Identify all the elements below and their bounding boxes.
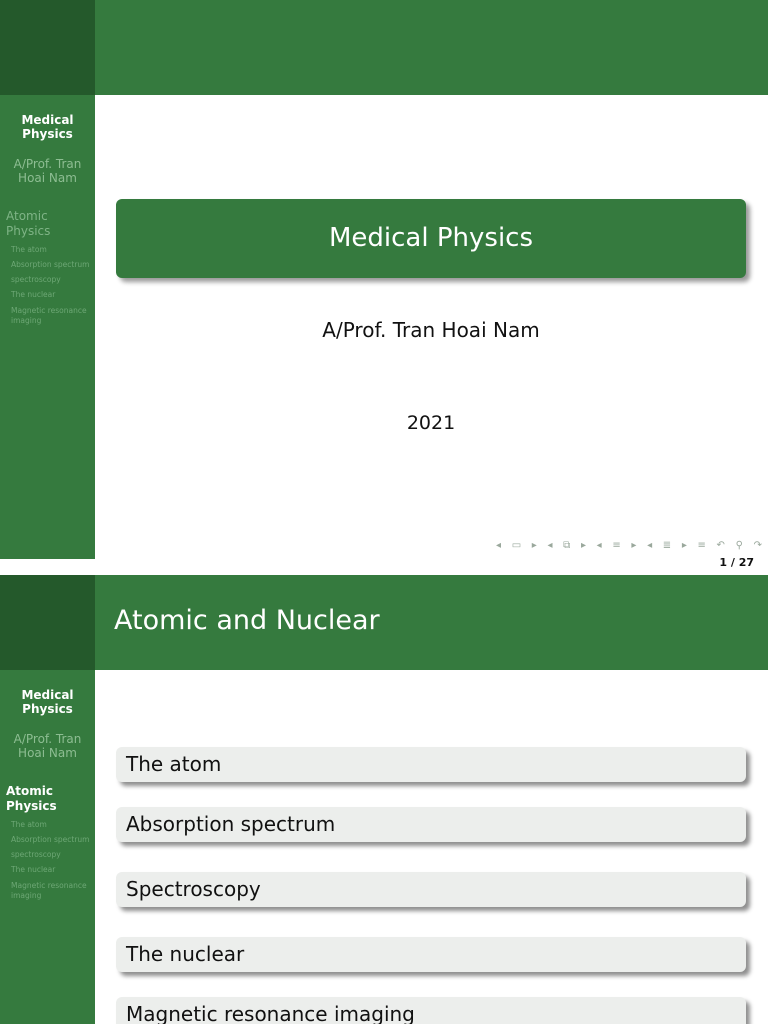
sidebar-author-line2: Hoai Nam	[18, 171, 77, 185]
sidebar-sub-mri-line1[interactable]: Magnetic resonance	[11, 306, 87, 315]
nav-undo-icon[interactable]: ↶	[716, 539, 725, 551]
beamer-nav-controls	[496, 538, 762, 552]
nav-search-icon[interactable]: ⚲	[735, 539, 743, 551]
nav-subsection-left-icon[interactable]: ◂	[596, 539, 602, 551]
sidebar-title-line2: Physics	[22, 127, 73, 141]
sidebar-section-line2: Physics	[6, 224, 51, 238]
content-slide	[0, 575, 768, 1024]
sidebar-author[interactable]	[0, 732, 95, 760]
sidebar-section-line2: Physics	[6, 799, 57, 813]
block-magnetic-resonance-imaging	[116, 997, 746, 1024]
header-band	[0, 0, 768, 95]
nav-redo-icon[interactable]: ↷	[753, 539, 762, 551]
sidebar-section-atomic-physics[interactable]	[6, 209, 92, 239]
nav-frame-right-icon[interactable]: ▸	[580, 539, 586, 551]
frame-title: Atomic and Nuclear	[114, 605, 380, 636]
block-the-atom	[116, 747, 746, 782]
sidebar-sub-mri-line2[interactable]: imaging	[11, 891, 42, 900]
nav-document-icon[interactable]: ≡	[697, 539, 706, 551]
sidebar	[0, 670, 95, 1024]
sidebar-sub-the-nuclear[interactable]: The nuclear	[11, 865, 56, 874]
nav-section-icon[interactable]: ≣	[662, 539, 672, 551]
block-title: The nuclear	[126, 942, 245, 966]
block-title: The atom	[126, 752, 222, 776]
header-corner	[0, 0, 95, 95]
sidebar-title-line1: Medical	[21, 113, 74, 127]
nav-section-right-icon[interactable]: ▸	[681, 539, 687, 551]
sidebar-title[interactable]	[0, 688, 95, 716]
sidebar-sub-spectroscopy[interactable]: spectroscopy	[11, 850, 61, 859]
header-corner	[0, 575, 95, 670]
sidebar-sub-mri-line1[interactable]: Magnetic resonance	[11, 881, 87, 890]
nav-slide-left-icon[interactable]: ◂	[496, 539, 502, 551]
sidebar-author-line2: Hoai Nam	[18, 746, 77, 760]
block-absorption-spectrum	[116, 807, 746, 842]
block-title: Spectroscopy	[126, 877, 261, 901]
sidebar-section-line1: Atomic	[6, 209, 48, 223]
sidebar-title-line2: Physics	[22, 702, 73, 716]
block-title: Magnetic resonance imaging	[126, 1002, 415, 1024]
presentation-date: 2021	[406, 412, 456, 434]
nav-subsection-icon[interactable]: ≡	[612, 539, 621, 551]
sidebar	[0, 95, 95, 559]
nav-slide-right-icon[interactable]: ▸	[531, 539, 537, 551]
sidebar-section-atomic-physics[interactable]	[6, 784, 92, 814]
sidebar-sub-spectroscopy[interactable]: spectroscopy	[11, 275, 61, 284]
block-the-nuclear	[116, 937, 746, 972]
sidebar-sub-mri-line2[interactable]: imaging	[11, 316, 42, 325]
nav-frame-left-icon[interactable]: ◂	[547, 539, 553, 551]
title-box	[116, 199, 746, 278]
sidebar-sub-absorption-spectrum[interactable]: Absorption spectrum	[11, 835, 90, 844]
sidebar-sub-the-nuclear[interactable]: The nuclear	[11, 290, 56, 299]
presentation-author: A/Prof. Tran Hoai Nam	[322, 318, 540, 342]
nav-subsection-right-icon[interactable]: ▸	[631, 539, 637, 551]
presentation-title: Medical Physics	[328, 223, 534, 253]
nav-frame-icon[interactable]: ⧉	[563, 539, 571, 551]
nav-slide-icon[interactable]: ▭	[511, 539, 522, 551]
sidebar-sub-the-atom[interactable]: The atom	[11, 245, 47, 254]
block-title: Absorption spectrum	[126, 812, 336, 836]
sidebar-sub-absorption-spectrum[interactable]: Absorption spectrum	[11, 260, 90, 269]
sidebar-author-line1: A/Prof. Tran	[13, 157, 82, 171]
sidebar-title[interactable]	[0, 113, 95, 141]
sidebar-title-line1: Medical	[21, 688, 74, 702]
nav-section-left-icon[interactable]: ◂	[647, 539, 653, 551]
sidebar-sub-the-atom[interactable]: The atom	[11, 820, 47, 829]
block-spectroscopy	[116, 872, 746, 907]
sidebar-author-line1: A/Prof. Tran	[13, 732, 82, 746]
page-number: 1 / 27	[719, 556, 754, 569]
sidebar-author[interactable]	[0, 157, 95, 185]
sidebar-section-line1: Atomic	[6, 784, 53, 798]
